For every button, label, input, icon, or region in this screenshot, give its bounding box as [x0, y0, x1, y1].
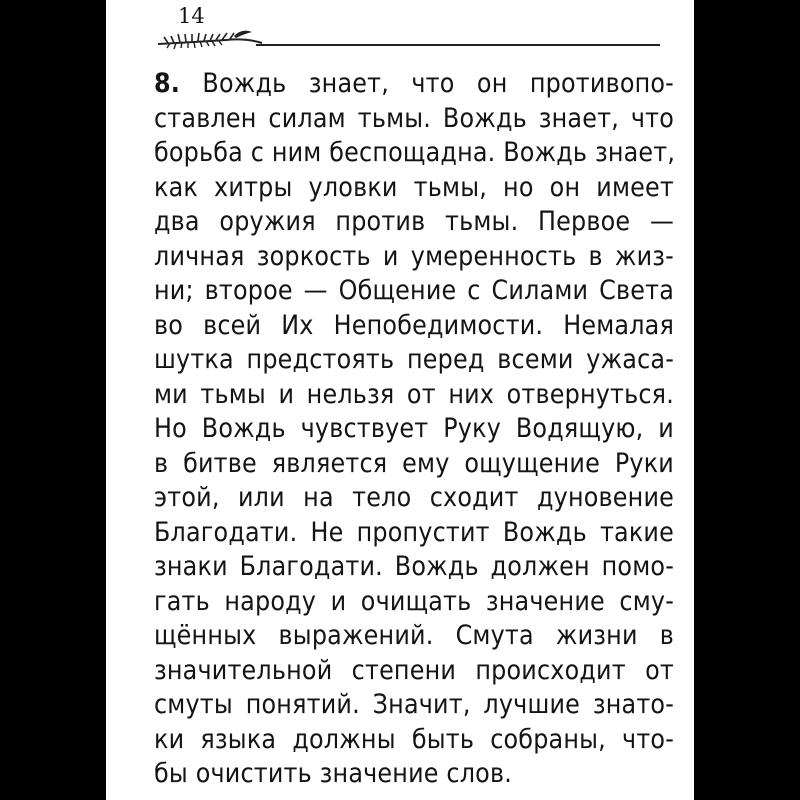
header-rule [256, 44, 660, 46]
paragraph-number: 8. [154, 68, 181, 99]
text-line: два оружия против тьмы. Первое — [154, 206, 674, 237]
text-line: гать народу и очищать значение сму- [154, 585, 674, 617]
page-number: 14 [178, 4, 205, 28]
text-line: Но Вождь чувствует Руку Водящую, и [154, 413, 674, 444]
text-line-last: бы очистить значение слов. [154, 758, 512, 789]
text-line: ми тьмы и нельзя от них отвернуться. [154, 378, 674, 410]
text-line: знаки Благодати. Вождь должен помо- [154, 551, 674, 582]
text-line: ставлен силам тьмы. Вождь знает, что [154, 102, 674, 134]
text-line: ни; второе — Общение с Силами Света [154, 275, 674, 306]
text-line: этой, или на тело сходит дуновение [154, 482, 674, 513]
book-page [106, 0, 694, 800]
text-line: значительной степени происходит от [154, 654, 674, 686]
text-line: шутка предстоять перед всеми ужаса- [154, 344, 674, 375]
fern-sprig-ornament-icon [156, 26, 266, 56]
text-line: во всей Их Непобедимости. Немалая [154, 309, 674, 341]
paragraph-8 [154, 67, 674, 792]
text-line-content: Вождь знает, что он противопо- [180, 68, 674, 99]
text-line: в битве является ему ощущение Руки [154, 447, 674, 479]
text-line: Благодати. Не пропустит Вождь такие [154, 516, 674, 548]
text-line: щённых выражений. Смута жизни в [154, 620, 674, 651]
text-line [154, 67, 674, 102]
text-line: ки языка должны быть собраны, что- [154, 723, 674, 755]
text-line: смуты понятий. Значит, лучшие знато- [154, 689, 674, 720]
text-line: борьба с ним беспощадна. Вождь знает, [154, 137, 676, 168]
text-line: личная зоркость и умеренность в жиз- [154, 240, 674, 272]
text-line: как хитры уловки тьмы, но он имеет [154, 171, 674, 203]
